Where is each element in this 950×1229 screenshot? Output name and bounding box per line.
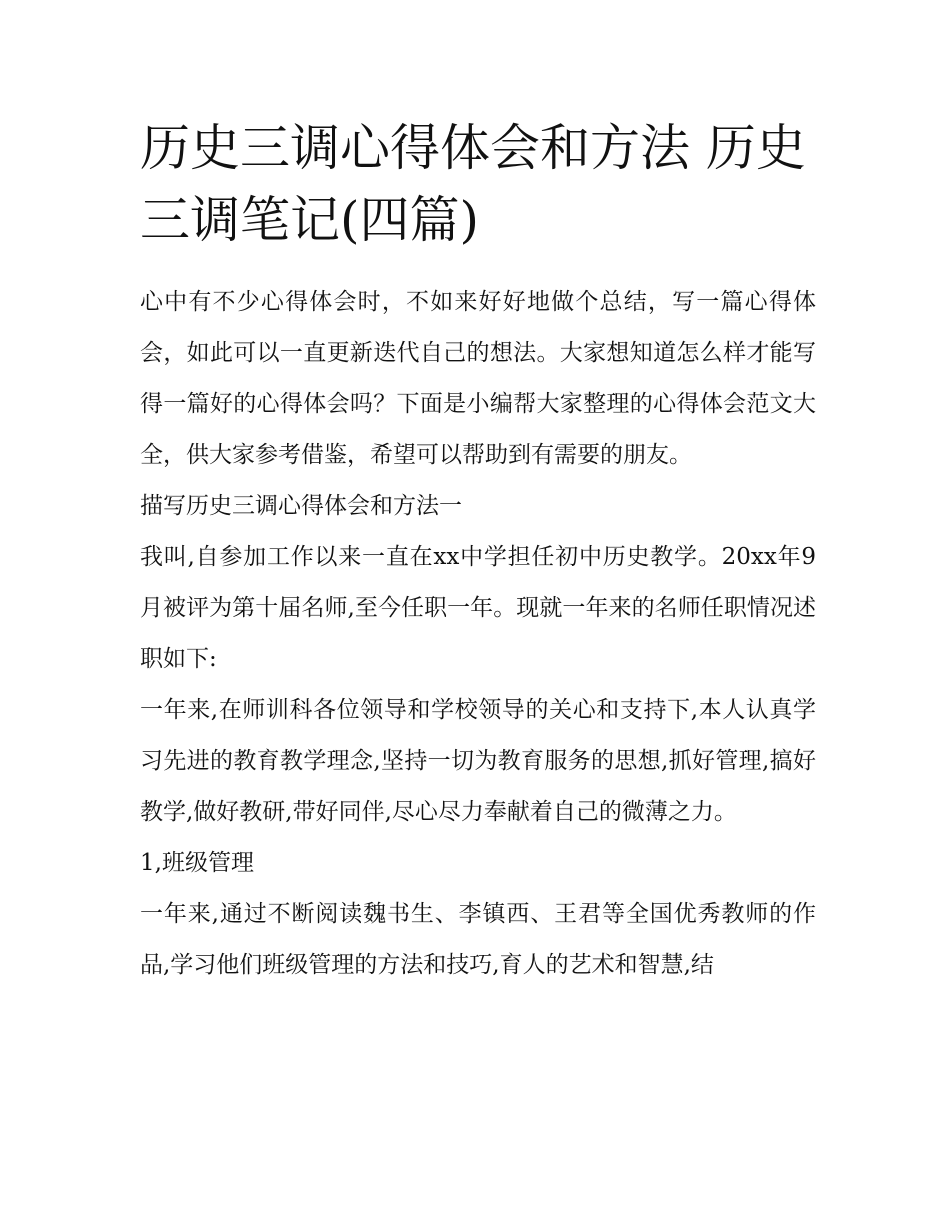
- body-paragraph: 我叫,自参加工作以来一直在xx中学担任初中历史教学。20xx年9月被评为第十届名师,至今任职一年。现就一年来的名师任职情况述职如下:: [140, 544, 816, 672]
- body-paragraph: 一年来,通过不断阅读魏书生、李镇西、王君等全国优秀教师的作品,学习他们班级管理的方法和技巧,育人的艺术和智慧,结: [140, 901, 816, 978]
- document-title: 历史三调心得体会和方法 历史三调笔记(四篇): [140, 119, 806, 249]
- body-paragraph: 一年来,在师训科各位领导和学校领导的关心和支持下,本人认真学习先进的教育教学理念,坚持一切为教育服务的思想,抓好管理,搞好教学,做好教研,带好同伴,尽心尽力奉献着自己的微薄之力。: [140, 697, 816, 825]
- intro-paragraph: 心中有不少心得体会时，不如来好好地做个总结，写一篇心得体会，如此可以一直更新迭代自己的想法。大家想知道怎么样才能写得一篇好的心得体会吗？下面是小编帮大家整理的心得体会范文大全，供大家参考借鉴，希望可以帮助到有需要的朋友。: [140, 289, 816, 468]
- section-heading: 描写历史三调心得体会和方法一: [140, 493, 462, 519]
- document-body: [140, 277, 816, 991]
- subsection-heading: 1,班级管理: [140, 850, 254, 876]
